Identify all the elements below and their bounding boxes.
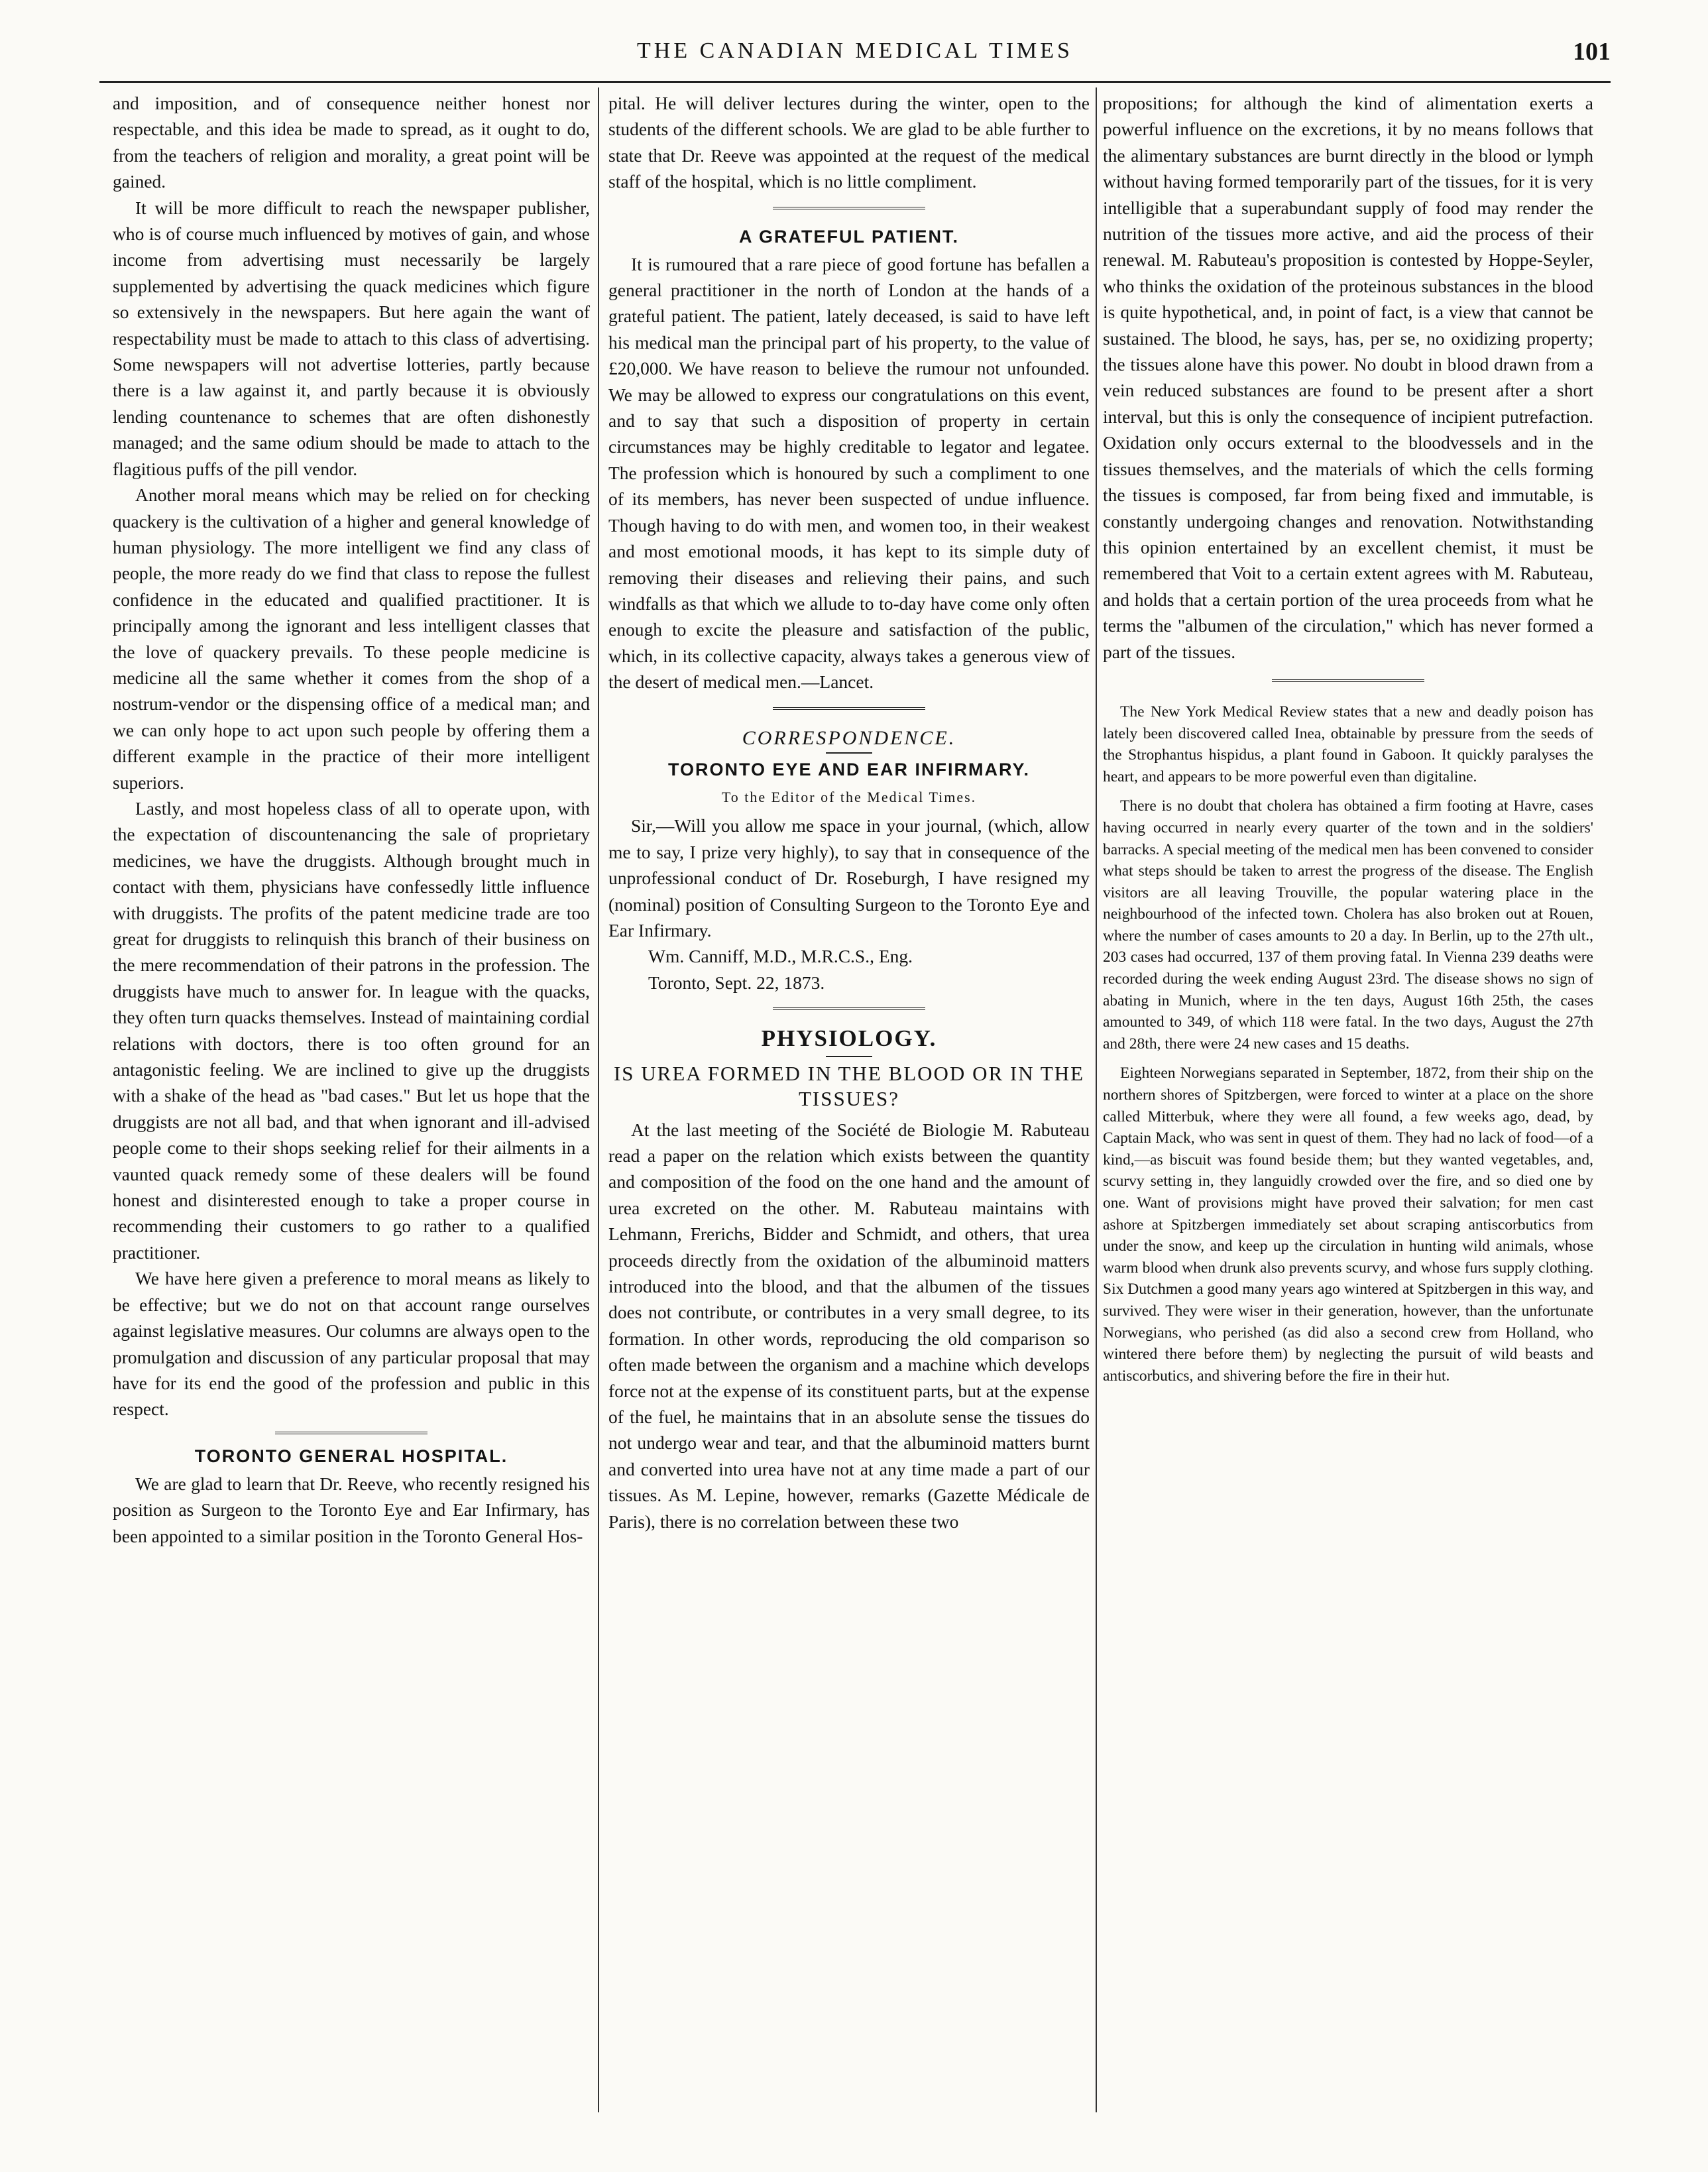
paragraph: Lastly, and most hopeless class of all to operate upon, with the expectation of discountenancing the sale of proprietary medicines, we have the druggists. Although brought much in contact with them, physicians have confessedly little influence with druggists. The profits of the patent medicine trade are too great for druggists to relinquish this branch of their business on the mere recommendation of their patrons in the profession. The druggists have much to answer for. In league with the quacks, they often turn quacks themselves. Instead of maintaining cordial relations with doctors, there is too often ground for an antagonistic feeling. We are inclined to give up the druggists with a shake of the head as "bad cases." But let us hope that the druggists are not all bad, and that when ignorant and ill-advised people come to their shops seeking relief for their ailments in a vaunted quack remedy some of these dealers will be found honest and disinterested enough to take a proper course in recommending their customers to go rather to a qualified practitioner.: [113, 797, 590, 1263]
section-rule: [773, 707, 925, 712]
heading-rule: [826, 752, 872, 754]
section-heading: A GRATEFUL PATIENT.: [739, 226, 959, 247]
paragraph: and imposition, and of consequence neither honest nor respectable, and this idea be made to spread, as it ought to do, from the teachers of religion and morality, a great point will be gained.: [113, 93, 590, 192]
column-left: [113, 90, 590, 1549]
notes-block: [1103, 701, 1593, 1387]
letter-signature: Wm. Canniff, M.D., M.R.C.S., Eng.: [648, 946, 913, 967]
letter-date: Toronto, Sept. 22, 1873.: [648, 972, 825, 993]
letter-heading: TORONTO EYE AND EAR INFIRMARY.: [667, 759, 1031, 779]
paragraph: propositions; for although the kind of alimentation exerts a powerful influence on the excretions, it by no means follows that the alimentary substances are burnt directly in the blood or lymph without having formed temporarily part of the tissues, for it is very intelligible that a superabundant supply of food may render the nutrition of the tissues more active, and aid the process of their renewal. M. Rabuteau's proposition is contested by Hoppe-Seyler, who thinks the oxidation of the proteinous substances in the blood is quite hypothetical, and, in point of fact, is a view that cannot be sustained. The blood, he says, has, per se, no oxidizing property; the tissues alone have this power. No doubt in blood drawn from a vein reduced substances are found to be present after a short interval, but this is only the consequence of incipient putrefaction. Oxidation only occurs external to the bloodvessels and in the tissues themselves, and the materials of which the cells forming the tissues is composed, far from being fixed and immutable, is constantly undergoing changes and renovation. Notwithstanding this opinion entertained by an excellent chemist, it must be remembered that Voit to a certain extent agrees with M. Rabuteau, and holds that a certain portion of the urea proceeds from what he terms the "albumen of the circulation," which has never formed a part of the tissues.: [1103, 93, 1593, 662]
news-note: The New York Medical Review states that a new and deadly poison has lately been discovered called Inea, obtainable by pressure from the seeds of the Strophantus hispidus, a plant found in Gaboon. It quickly paralyses the heart, and appears to be more powerful even than digitaline.: [1103, 703, 1593, 785]
paragraph: Another moral means which may be relied on for checking quackery is the cultivation of a higher and general knowledge of human physiology. The more intelligent we find any class of people, the more ready do we find that class to repose the fullest confidence in the educated and qualified practitioner. It is principally among the ignorant and less intelligent classes that the love of quackery prevails. To these people medicine is medicine all the same whether it comes from the shop of a nostrum-vendor or the dispensing office of a medical man; and we can only hope to act upon such people by offering them a different example in the practice of their more intelligent superiors.: [113, 485, 590, 793]
paragraph: At the last meeting of the Société de Biologie M. Rabuteau read a paper on the relation which exists between the quantity and composition of the food on the one hand and the amount of urea excreted on the other. M. Rabuteau maintains with Lehmann, Frerichs, Bidder and Schmidt, and others, that urea proceeds directly from the oxidation of the albuminoid matters introduced into the blood, and that the albumen of the tissues does not contribute, or contributes in a very small degree, to its formation. In other words, reproducing the old comparison so often made between the organism and a machine which develops force not at the expense of its constituent parts, but at the expense of the fuel, he maintains that in an absolute sense the tissues do not undergo wear and tear, and that the albuminoid matters burnt and converted into urea have not at any time made a part of our tissues. As M. Lepine, however, remarks (Gazette Médicale de Paris), there is no correlation between these two: [608, 1119, 1090, 1532]
section-heading: CORRESPONDENCE.: [742, 726, 956, 749]
section-rule: [773, 207, 925, 211]
news-note: There is no doubt that cholera has obtained a firm footing at Havre, cases having occurred in nearly every quarter of the town and in the soldiers' barracks. A special meeting of the medical men has been convened to consider what steps should be taken to arrest the progress of the disease. The English visitors are all leaving Trouville, the popular watering place in the neighbourhood of the infected town. Cholera has also broken out at Rouen, where the number of cases amounts to 20 a day. In Berlin, up to the 27th ult., 203 cases had occurred, 137 of them proving fatal. In Vienna 239 deaths were recorded during the week ending August 23rd. The disease shows no sign of abating in Munich, where in the ten days, August 16th 25th, the cases amounted to 349, of which 118 were fatal. In the two days, August the 27th and 28th, there were 24 new cases and 15 deaths.: [1103, 797, 1593, 1053]
section-rule: [1272, 679, 1424, 684]
paragraph: pital. He will deliver lectures during the winter, open to the students of the different schools. We are glad to be able further to state that Dr. Reeve was appointed at the request of the medical staff of the hospital, which is no little compliment.: [608, 93, 1090, 192]
paragraph: We are glad to learn that Dr. Reeve, who recently resigned his position as Surgeon to the Toronto Eye and Ear Infirmary, has been appointed to a similar position in the Toronto General Hos-: [113, 1473, 590, 1546]
column-right: [1103, 90, 1593, 1395]
heading-rule: [826, 1056, 872, 1057]
letter-address: To the Editor of the Medical Times.: [721, 788, 977, 805]
header-rule: [99, 81, 1611, 83]
page-header: [99, 38, 1611, 78]
page-number: 101: [1573, 38, 1611, 66]
section-heading: TORONTO GENERAL HOSPITAL.: [194, 1446, 508, 1466]
column-middle: [608, 90, 1090, 1534]
paragraph: It is rumoured that a rare piece of good fortune has befallen a general practitioner in the north of London at the hands of a grateful patient. The patient, lately deceased, is said to have left his medical man the principal part of his property, to the value of £20,000. We have reason to believe the rumour not unfounded. We may be allowed to express our congratulations on this event, and to say that such a disposition of property in certain circumstances may be highly creditable to legator and legatee. The profession which is honoured by such a compliment to one of its members, has never been suspected of undue influence. Though having to do with men, and women too, in their weakest and most emotional moods, it has kept to its simple duty of removing their diseases and relieving their pains, and such windfalls as that which we allude to to-day have come only often enough to excite the pleasure and satisfaction of the public, which, in its collective capacity, always takes a generous view of the desert of medical men.—Lancet.: [608, 253, 1090, 693]
section-heading: PHYSIOLOGY.: [761, 1025, 937, 1052]
running-title: THE CANADIAN MEDICAL TIMES: [637, 38, 1073, 63]
section-rule: [275, 1432, 427, 1436]
paragraph: We have here given a preference to moral means as likely to be effective; but we do not on that account range ourselves against legislative measures. Our columns are always open to the promulgation and discussion of any particular proposal that may have for its end the good of the profession and public in this respect.: [113, 1268, 590, 1420]
column-divider: [1096, 87, 1097, 2112]
letter-body: Sir,—Will you allow me space in your journal, (which, allow me to say, I prize very highly), to say that in consequence of the unprofessional conduct of Dr. Roseburgh, I have resigned my (nominal) position of Consulting Surgeon to the Toronto Eye and Ear Infirmary.: [608, 815, 1090, 941]
article-heading: IS UREA FORMED IN THE BLOOD OR IN THE TISSUES?: [613, 1061, 1085, 1110]
paragraph: It will be more difficult to reach the newspaper publisher, who is of course much influenced by motives of gain, and whose income from advertising must necessarily be largely supplemented by advertising the quack medicines which figure so extensively in the newspapers. But here again the want of respectability must be made to attach to this class of advertising. Some newspapers will not advertise lotteries, partly because there is a law against it, and partly because it is obviously lending countenance to schemes that are often dishonestly managed; and the same odium should be made to attach to the flagitious puffs of the pill vendor.: [113, 197, 590, 479]
news-note: Eighteen Norwegians separated in September, 1872, from their ship on the northern shores of Spitzbergen, were forced to winter at a place on the shore called Mitterbuk, where they were all found, a few weeks ago, dead, by Captain Mack, who was sent in quest of them. They had no lack of food—of a kind,—as biscuit was found beside them; but they wanted vegetables, and, scurvy setting in, they languidly crowded over the fire, and so died one by one. Want of provisions might have proved their salvation; for men cast ashore at Spitzbergen immediately set about scraping antiscorbutics from under the snow, and keep up the circulation in hunting wild animals, whose warm blood when drunk also prevents scurvy, and whose furs supply clothing. Six Dutchmen a good many years ago wintered at Spitzbergen in this way, and survived. They were wiser in their generation, however, than the unfortunate Norwegians, who perished (as did also a second crew from Holland, who wintered there before them) by neglecting the pursuit of wild beasts and antiscorbutics, and shivering before the fire in their hut.: [1103, 1064, 1593, 1385]
section-rule: [773, 1007, 925, 1012]
column-divider: [598, 87, 599, 2112]
